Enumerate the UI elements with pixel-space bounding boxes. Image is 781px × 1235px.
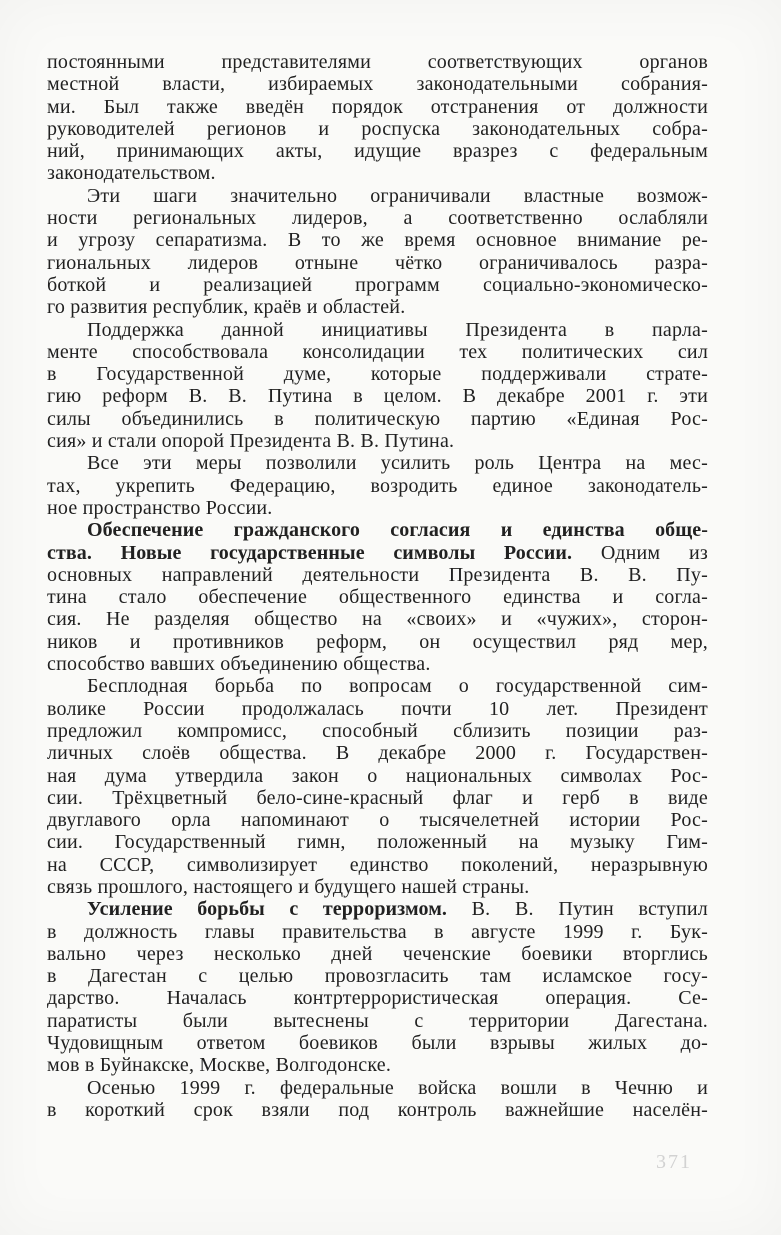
text-line (47, 1099, 708, 1121)
text-line (47, 73, 708, 95)
text-segment: волике России продолжалась почти 10 лет. Президент (47, 697, 708, 720)
text-segment: и угрозу сепаратизма. В то же время основное внимание ре- (47, 229, 708, 252)
text-line (47, 162, 708, 184)
bold-text-segment: ства. Новые государственные символы России. (47, 541, 573, 564)
text-segment: руководителей регионов и роспуска законодательных собра- (47, 117, 708, 140)
text-line (47, 1077, 708, 1099)
paragraph (47, 675, 708, 898)
text-line (47, 787, 708, 809)
text-line (47, 608, 708, 630)
text-segment: тах, укрепить Федерацию, возродить единое законодатель- (47, 474, 708, 497)
text-line (47, 319, 708, 341)
paragraph (47, 452, 708, 519)
text-line (47, 586, 708, 608)
text-line (47, 809, 708, 831)
page-number: 371 (656, 1151, 692, 1173)
paragraph (47, 185, 708, 319)
paragraph (47, 1077, 708, 1122)
text-segment: тина стало обеспечение общественного единства и согла- (47, 586, 708, 609)
text-segment: менте способствовала консолидации тех политических сил (47, 340, 708, 363)
text-line (47, 653, 708, 675)
text-segment: ми. Был также введён порядок отстранения от должности (47, 95, 708, 118)
page-text (47, 51, 708, 1121)
text-line (47, 96, 708, 118)
text-line (47, 698, 708, 720)
text-line (47, 430, 708, 452)
text-line (47, 252, 708, 274)
text-segment: дарство. Началась контртеррористическая операция. Се- (47, 987, 708, 1010)
bold-text-segment: Усиление борьбы с терроризмом. (87, 898, 448, 921)
text-line (47, 631, 708, 653)
text-line (47, 229, 708, 251)
text-line (47, 363, 708, 385)
text-segment: Осенью 1999 г. федеральные войска вошли в Чечню и (87, 1076, 708, 1099)
text-line (47, 385, 708, 407)
text-line (47, 720, 708, 742)
paragraph (47, 898, 708, 1076)
text-segment: предложил компромисс, способный сблизить позиции раз- (47, 719, 708, 742)
text-line (47, 831, 708, 853)
text-segment: ности региональных лидеров, а соответственно ослабляли (47, 207, 708, 230)
text-line (47, 1010, 708, 1032)
text-segment: связь прошлого, настоящего и будущего нашей страны. (47, 875, 530, 898)
text-segment: личных слоёв общества. В декабре 2000 г. Государствен- (47, 742, 708, 765)
text-segment: ников и противников реформ, он осуществил ряд мер, (47, 630, 708, 653)
text-segment: В. В. Путин вступил (447, 898, 708, 921)
text-segment: паратисты были вытеснены с территории Дагестана. (47, 1009, 708, 1032)
text-segment: основных направлений деятельности Президента В. В. Пу- (47, 563, 708, 586)
bold-text-segment: Обеспечение гражданского согласия и единства обще- (87, 519, 708, 542)
paragraph (47, 319, 708, 453)
text-line (47, 207, 708, 229)
text-segment: боткой и реализацией программ социально-экономическо- (47, 273, 708, 296)
text-segment: го развития республик, краёв и областей. (47, 296, 406, 319)
text-segment: в Дагестан с целью провозгласить там исламское госу- (47, 965, 708, 988)
text-line (47, 542, 708, 564)
text-line (47, 118, 708, 140)
text-line (47, 921, 708, 943)
text-segment: Чудовищным ответом боевиков были взрывы жилых до- (47, 1032, 708, 1055)
text-segment: в короткий срок взяли под контроль важнейшие населён- (47, 1098, 708, 1121)
text-line (47, 742, 708, 764)
text-line (47, 876, 708, 898)
text-segment: вально через несколько дней чеченские боевики вторглись (47, 942, 708, 965)
text-line (47, 452, 708, 474)
text-segment: гиональных лидеров отныне чётко ограничивалось разра- (47, 251, 708, 274)
text-segment: ное пространство России. (47, 496, 273, 519)
text-segment: силы объединились в политическую партию «Единая Рос- (47, 407, 708, 430)
text-line (47, 1032, 708, 1054)
text-segment: постоянными представителями соответствующих органов (47, 51, 708, 73)
text-line (47, 987, 708, 1009)
paragraph (47, 51, 708, 185)
text-segment: сии. Государственный гимн, положенный на музыку Гим- (47, 831, 708, 854)
text-line (47, 765, 708, 787)
text-segment: сия. Не разделяя общество на «своих» и «чужих», сторон- (47, 608, 708, 631)
text-segment: сии. Трёхцветный бело-сине-красный флаг и герб в виде (47, 786, 708, 809)
text-line (47, 965, 708, 987)
text-segment: в Государственной думе, которые поддерживали страте- (47, 363, 708, 386)
text-line (47, 519, 708, 541)
text-segment: мов в Буйнакске, Москве, Волгодонске. (47, 1054, 392, 1077)
text-segment: Бесплодная борьба по вопросам о государственной сим- (87, 675, 708, 698)
text-line (47, 51, 708, 73)
text-line (47, 140, 708, 162)
text-segment: Эти шаги значительно ограничивали властные возмож- (87, 184, 708, 207)
paragraph (47, 519, 708, 675)
text-segment: сия» и стали опорой Президента В. В. Путина. (47, 430, 455, 453)
text-segment: способство вавших объединению общества. (47, 653, 431, 676)
text-segment: ная дума утвердила закон о национальных символах Рос- (47, 764, 708, 787)
text-segment: двуглавого орла напоминают о тысячелетней истории Рос- (47, 809, 708, 832)
text-line (47, 475, 708, 497)
text-line (47, 564, 708, 586)
text-segment: Все эти меры позволили усилить роль Центра на мес- (87, 452, 708, 475)
text-line (47, 1054, 708, 1076)
text-segment: Одним из (572, 541, 708, 564)
text-line (47, 296, 708, 318)
text-segment: законодательством. (47, 162, 216, 185)
text-segment: Поддержка данной инициативы Президента в парла- (87, 318, 708, 341)
text-line (47, 341, 708, 363)
text-segment: гию реформ В. В. Путина в целом. В декабре 2001 г. эти (47, 385, 708, 408)
text-line (47, 274, 708, 296)
text-line (47, 675, 708, 697)
text-line (47, 185, 708, 207)
text-line (47, 497, 708, 519)
text-segment: на СССР, символизирует единство поколений, неразрывную (47, 853, 708, 876)
text-line (47, 943, 708, 965)
text-line (47, 898, 708, 920)
text-segment: ний, принимающих акты, идущие вразрез с федеральным (47, 140, 708, 163)
text-segment: в должность главы правительства в августе 1999 г. Бук- (47, 920, 708, 943)
text-segment: местной власти, избираемых законодательными собрания- (47, 73, 708, 96)
text-line (47, 854, 708, 876)
text-line (47, 408, 708, 430)
